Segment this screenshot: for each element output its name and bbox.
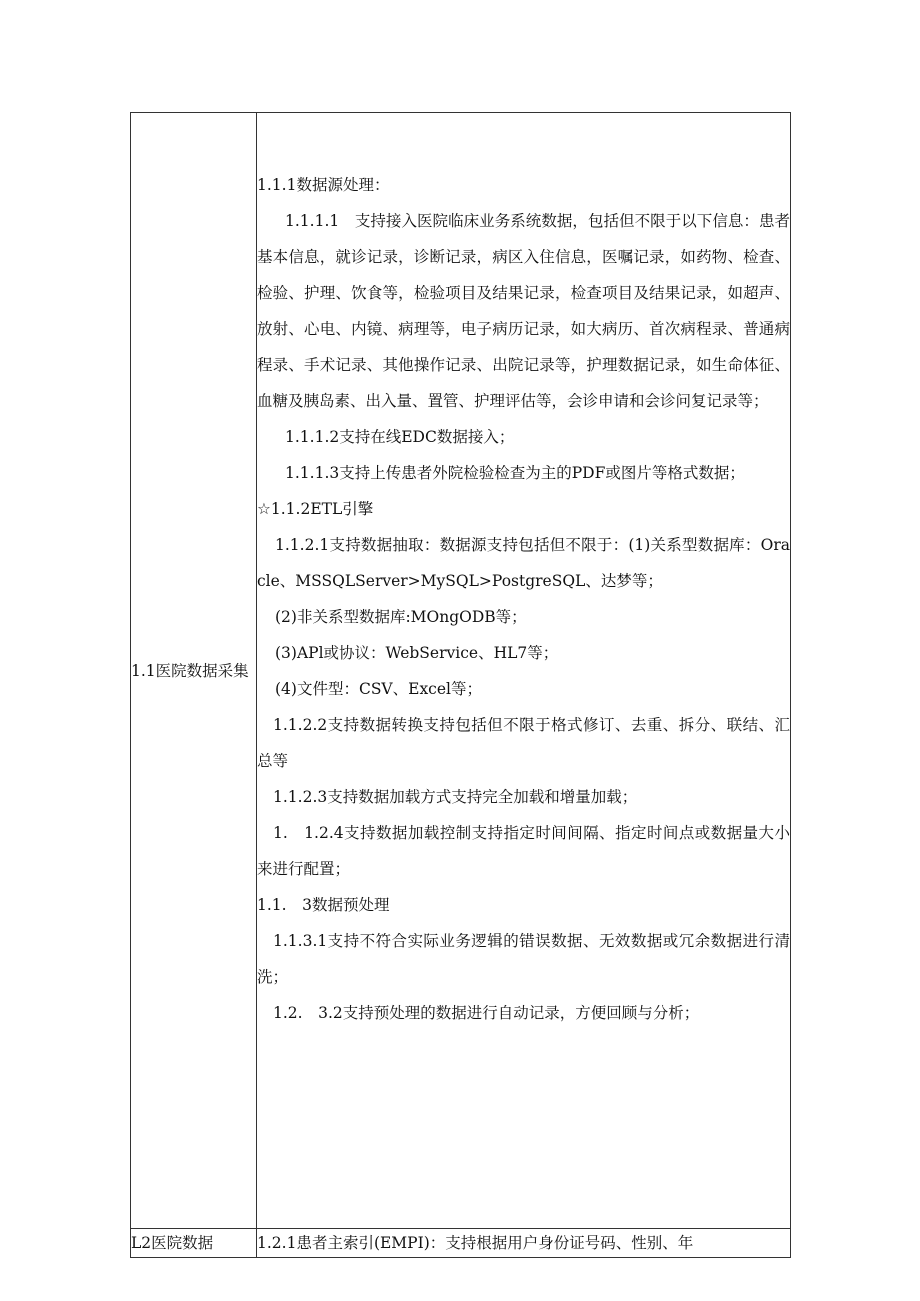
row-label: 1.1医院数据采集 [131,661,249,680]
paragraph: 1.1.1.1 支持接入医院临床业务系统数据，包括但不限于以下信息：患者基本信息，就诊记录，诊断记录，病区入住信息，医嘱记录，如药物、检查、检验、护理、饮食等，检验项目及结果记录，检查项目及结果记录，如超声、放射、心电、内镜、病理等，电子病历记录，如大病历、首次病程录、普通病程录、手术记录、其他操作记录、出院记录等，护理数据记录，如生命体征、血糖及胰岛素、出入量、置管、护理评估等，会诊申请和会诊问复记录等； [257,212,790,410]
requirements-table [130,112,791,1258]
row-content-cell [257,113,791,1229]
paragraph: 1.1.2.3支持数据加载方式支持完全加载和增量加载； [273,788,638,806]
table-row [131,113,791,1229]
paragraph: (4)文件型：CSV、Excel等； [275,680,482,698]
section-heading: 1.1. 3数据预处理 [257,896,390,914]
paragraph: (3)APl或协议：WebService、HL7等； [275,644,559,662]
row-label: L2医院数据 [131,1234,214,1252]
paragraph: 1.1.1.2支持在线EDC数据接入； [285,428,515,446]
paragraph: (2)非关系型数据库:MOngODB等； [275,608,527,626]
row-label-cell [131,113,257,1229]
row-content-cell [257,1229,791,1258]
row-label-cell [131,1229,257,1258]
paragraph: 1.1.1.3支持上传患者外院检验检查为主的PDF或图片等格式数据； [285,464,745,482]
paragraph: 1.1.2.2支持数据转换支持包括但不限于格式修订、去重、拆分、联结、汇总等 [257,716,790,770]
table-row [131,1229,791,1258]
paragraph: 1.2. 3.2支持预处理的数据进行自动记录，方便回顾与分析； [273,1004,700,1022]
section-heading: 1.1.1数据源处理： [257,176,390,194]
paragraph: 1.2.1患者主索引(EMPI)：支持根据用户身份证号码、性别、年 [257,1234,694,1252]
section-heading: ☆1.1.2ETL引擎 [257,500,374,518]
paragraph: 1.1.2.1支持数据抽取：数据源支持包括但不限于：(1)关系型数据库：Oracle、MSSQLServer>MySQL>PostgreSQL、达梦等； [257,536,790,590]
paragraph: 1.1.3.1支持不符合实际业务逻辑的错误数据、无效数据或冗余数据进行清洗； [257,932,790,986]
paragraph: 1. 1.2.4支持数据加载控制支持指定时间间隔、指定时间点或数据量大小来进行配置； [257,824,790,878]
